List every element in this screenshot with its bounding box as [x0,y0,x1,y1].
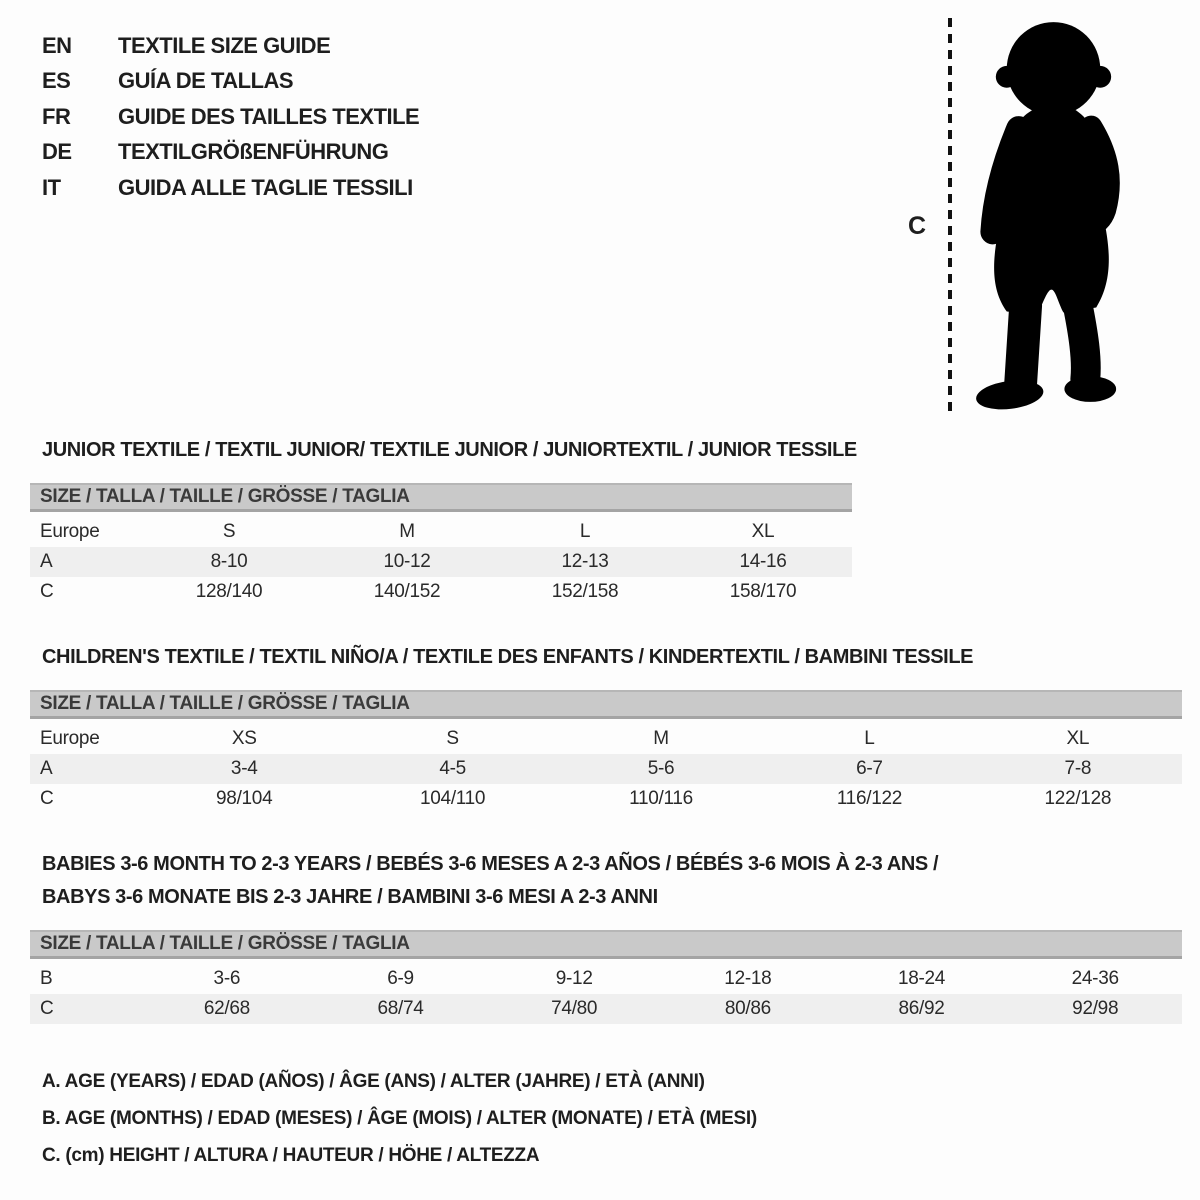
language-code: IT [42,174,61,200]
size-table-row [30,964,1182,994]
size-value-cell: 74/80 [551,998,598,1019]
guide-title-es: GUÍA DE TALLAS [118,68,294,94]
size-value-cell: S [446,728,459,749]
section-title-babies [42,848,938,914]
size-value-cell: 4-5 [439,758,466,779]
size-value-cell: 80/86 [724,998,771,1019]
size-table-row [30,517,852,547]
size-value-cell: 5-6 [647,758,675,779]
size-table-row [30,754,1182,784]
size-table-row [30,547,852,577]
language-row-de [42,135,419,171]
size-value-cell: 98/104 [216,788,273,809]
size-value-cell: 9-12 [555,968,593,989]
size-value-cell: XL [751,521,775,542]
size-value-cell: 116/122 [836,788,902,809]
language-row-it [42,170,419,206]
legend-line-c: C. (cm) HEIGHT / ALTURA / HAUTEUR / HÖHE / ALTEZZA [42,1145,540,1166]
size-value-cell: 3-6 [213,968,241,989]
language-row-fr [42,99,419,135]
section-title-children: CHILDREN'S TEXTILE / TEXTIL NIÑO/A / TEXTILE DES ENFANTS / KINDERTEXTIL / BAMBINI TESSILE [42,646,974,668]
size-header-bar: SIZE / TALLA / TAILLE / GRÖSSE / TAGLIA [30,690,1182,719]
language-code: EN [42,32,72,58]
size-value-cell: XS [231,728,257,749]
size-value-cell: 104/110 [420,788,486,809]
guide-title-de: TEXTILGRÖßENFÜHRUNG [118,139,389,165]
size-value-cell: 158/170 [729,581,797,602]
size-table-row [30,784,1182,814]
language-row-es [42,64,419,100]
section-title-babies-line2: BABYS 3-6 MONATE BIS 2-3 JAHRE / BAMBINI 3-6 MESI A 2-3 ANNI [42,886,658,908]
row-label: Europe [40,521,100,542]
row-label: Europe [40,728,100,749]
size-value-cell: 152/158 [551,581,619,602]
language-guide-list [42,28,419,206]
measure-legend [42,1063,757,1174]
row-label: A [40,758,53,779]
size-value-cell: 3-4 [230,758,258,779]
size-value-cell: 12-18 [724,968,772,989]
size-table-children [30,690,1182,814]
row-label: C [40,998,54,1019]
size-value-cell: L [579,521,591,542]
size-value-cell: 24-36 [1071,968,1119,989]
guide-title-en: TEXTILE SIZE GUIDE [118,32,331,58]
language-row-en [42,28,419,64]
size-value-cell: M [399,521,415,542]
size-value-cell: 92/98 [1072,998,1119,1019]
section-title-babies-line1: BABIES 3-6 MONTH TO 2-3 YEARS / BEBÉS 3-6 MESES A 2-3 AÑOS / BÉBÉS 3-6 MOIS À 2-3 ANS / [42,853,939,875]
size-value-cell: 6-9 [387,968,414,989]
size-table-row [30,994,1182,1024]
size-value-cell: 86/92 [898,998,945,1019]
language-code: DE [42,139,72,165]
size-table-junior [30,483,852,607]
size-value-cell: 62/68 [203,998,250,1019]
size-value-cell: 140/152 [373,581,441,602]
height-measure-dashed-line [948,18,952,415]
section-title-junior: JUNIOR TEXTILE / TEXTIL JUNIOR/ TEXTILE JUNIOR / JUNIORTEXTIL / JUNIOR TESSILE [42,439,857,461]
size-value-cell: 10-12 [383,551,431,572]
row-label: C [40,788,54,809]
language-code: FR [42,103,71,129]
size-value-cell: 6-7 [856,758,883,779]
size-value-cell: 110/116 [629,788,693,809]
size-value-cell: 8-10 [210,551,248,572]
size-table-babies [30,930,1182,1024]
row-label: A [40,551,53,572]
legend-line-a: A. AGE (YEARS) / EDAD (AÑOS) / ÂGE (ANS) / ALTER (JAHRE) / ETÀ (ANNI) [42,1071,705,1092]
size-value-cell: M [653,728,669,749]
guide-title-it: GUIDA ALLE TAGLIE TESSILI [118,174,413,200]
row-label: B [40,968,53,989]
size-table-row [30,724,1182,754]
language-code: ES [42,68,71,94]
size-value-cell: S [222,521,236,542]
size-value-cell: 7-8 [1064,758,1092,779]
size-value-cell: 14-16 [739,551,787,572]
size-value-cell: 68/74 [377,998,424,1019]
size-table-row [30,577,852,607]
guide-title-fr: GUIDE DES TAILLES TEXTILE [118,103,420,129]
row-label: C [40,581,54,602]
size-value-cell: XL [1066,728,1090,749]
toddler-silhouette-icon [964,14,1138,418]
size-value-cell: 18-24 [897,968,946,989]
size-value-cell: 122/128 [1044,788,1112,809]
size-value-cell: L [864,728,875,749]
size-value-cell: 128/140 [195,581,263,602]
legend-line-b: B. AGE (MONTHS) / EDAD (MESES) / ÂGE (MOIS) / ALTER (MONATE) / ETÀ (MESI) [42,1108,757,1129]
size-header-bar: SIZE / TALLA / TAILLE / GRÖSSE / TAGLIA [30,483,852,512]
size-value-cell: 12-13 [561,551,609,572]
size-header-bar: SIZE / TALLA / TAILLE / GRÖSSE / TAGLIA [30,930,1182,959]
height-measure-label: C [908,212,926,240]
